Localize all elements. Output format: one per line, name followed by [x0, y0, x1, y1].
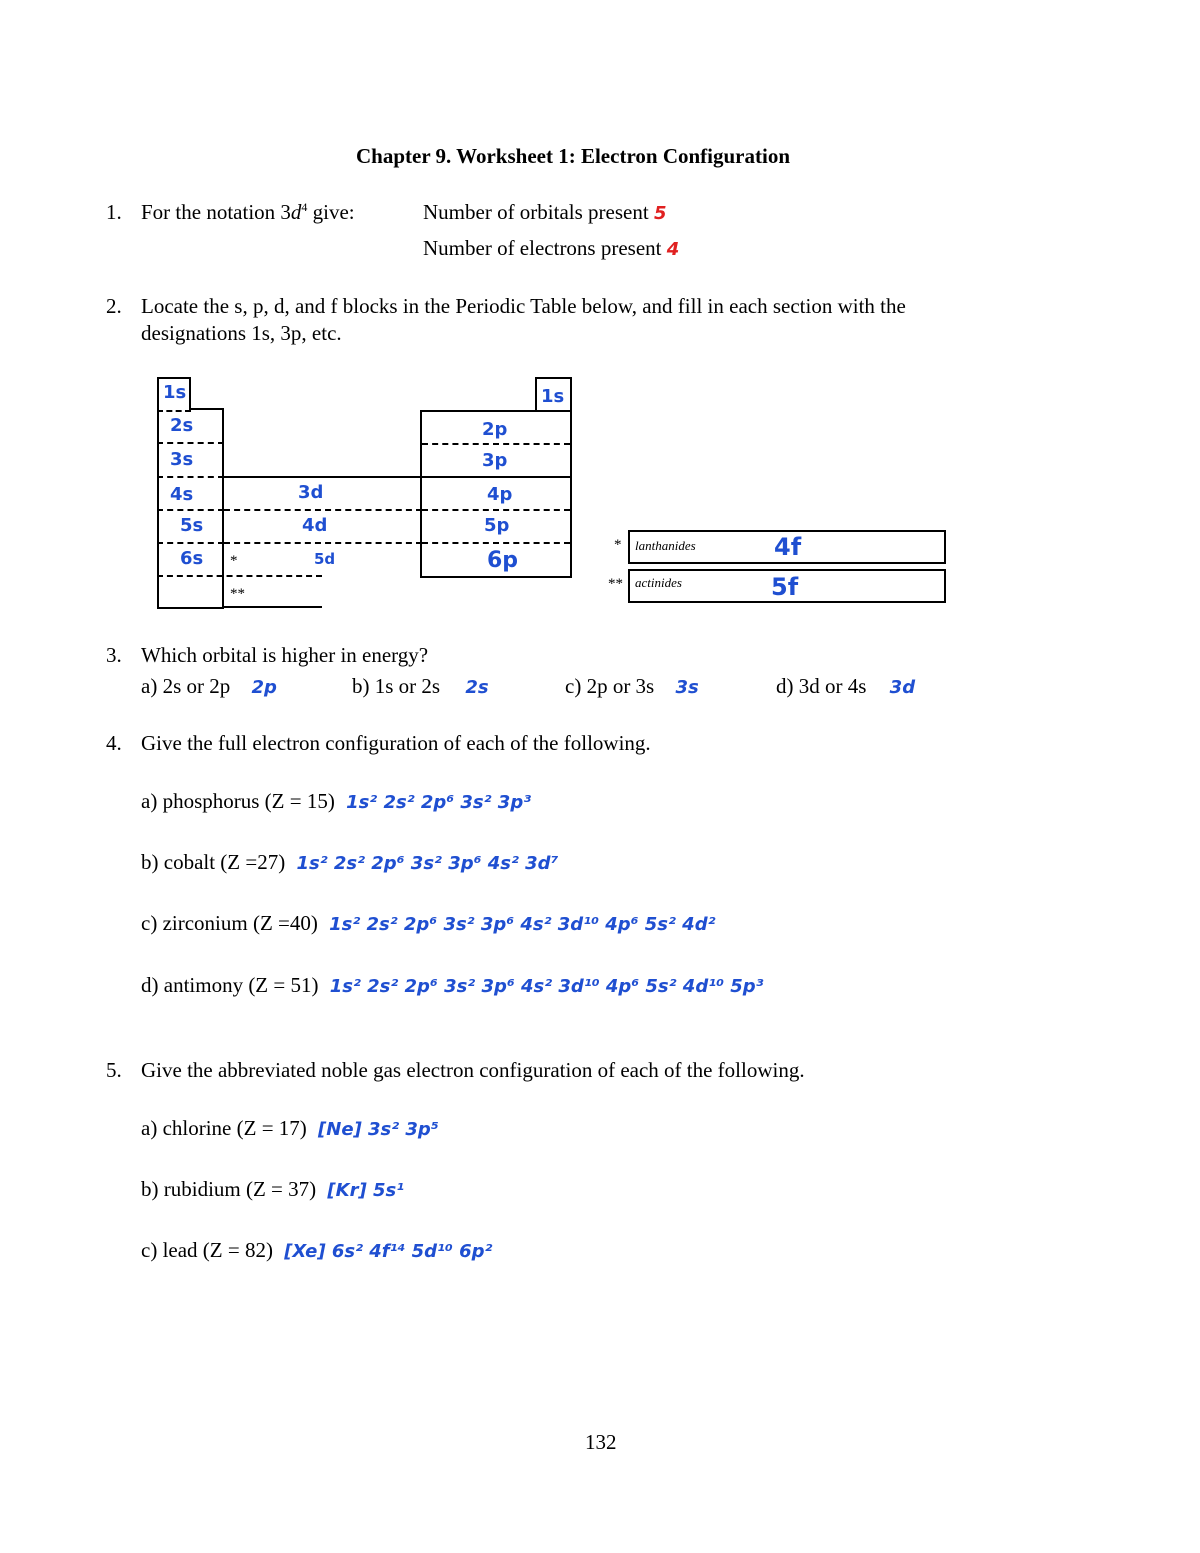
page-number: 132	[585, 1430, 617, 1454]
actinides-label: actinides	[635, 575, 682, 590]
q4-item-c	[141, 911, 715, 936]
q1-electrons-line	[423, 236, 679, 261]
q1-electrons-label: Number of electrons present	[423, 236, 662, 260]
p-divider-solid	[422, 476, 572, 478]
s-cell-4: 4s	[170, 484, 194, 505]
q5-item-b-label: b) rubidium (Z = 37)	[141, 1177, 317, 1201]
q3-item-b	[352, 674, 489, 699]
q2-number: 2.	[106, 294, 122, 318]
s-divider-1	[157, 410, 191, 412]
q5-item-c-answer: [Xe] 6s² 4f¹⁴ 5d¹⁰ 6p²	[284, 1241, 493, 1262]
s-divider-4	[157, 509, 224, 511]
s-cell-3: 3s	[170, 449, 194, 470]
q5-number: 5.	[106, 1058, 122, 1082]
q4-item-a-answer: 1s² 2s² 2p⁶ 3s² 3p³	[346, 792, 532, 813]
q3-item-c-answer: 3s	[675, 677, 699, 698]
d-cell-1: 3d	[298, 482, 324, 503]
page-title: Chapter 9. Worksheet 1: Electron Configuration	[356, 144, 790, 168]
q1-prompt-sup: 4	[301, 200, 308, 214]
q3-prompt: Which orbital is higher in energy?	[141, 643, 429, 667]
q4-item-a	[141, 789, 531, 814]
star-marker-1: *	[230, 553, 238, 569]
actinides-answer: 5f	[771, 573, 799, 601]
q3-item-b-label: b) 1s or 2s	[352, 674, 441, 698]
q4-item-a-label: a) phosphorus (Z = 15)	[141, 789, 335, 813]
p-cell-5: 6p	[487, 548, 519, 573]
p-cell-2: 3p	[482, 450, 508, 471]
s-cell-1: 1s	[163, 382, 187, 403]
q5-item-a-label: a) chlorine (Z = 17)	[141, 1116, 307, 1140]
q5-item-c-label: c) lead (Z = 82)	[141, 1238, 273, 1262]
d-block-top	[222, 476, 422, 478]
star-marker-2: **	[230, 586, 245, 602]
q1-orbitals-answer: 5	[653, 203, 667, 224]
q4-number: 4.	[106, 731, 122, 755]
he-cell: 1s	[541, 386, 565, 407]
q4-item-c-label: c) zirconium (Z =40)	[141, 911, 318, 935]
s-block-top-cover	[191, 377, 224, 410]
d-cell-3: 5d	[314, 550, 336, 568]
lanthanides-marker: *	[614, 537, 622, 553]
s-cell-2: 2s	[170, 415, 194, 436]
q1-number: 1.	[106, 200, 122, 224]
lanthanides-answer: 4f	[774, 533, 802, 561]
q4-item-b-answer: 1s² 2s² 2p⁶ 3s² 3p⁶ 4s² 3d⁷	[296, 853, 559, 874]
lanthanides-label: lanthanides	[635, 538, 696, 553]
p-divider-3	[422, 542, 570, 544]
s-divider-3	[157, 476, 224, 478]
p-cell-4: 5p	[484, 515, 510, 536]
s-divider-5	[157, 542, 224, 544]
q1-prompt	[141, 200, 355, 225]
q5-item-b	[141, 1177, 404, 1202]
q3-item-a-label: a) 2s or 2p	[141, 674, 231, 698]
d-cell-2: 4d	[302, 515, 328, 536]
q4-item-b-label: b) cobalt (Z =27)	[141, 850, 286, 874]
q1-electrons-answer: 4	[666, 239, 680, 260]
d-block-bottom	[222, 606, 322, 608]
s-cell-5: 5s	[180, 515, 204, 536]
q1-prompt-a: For the notation 3	[141, 200, 291, 224]
p-divider-1	[422, 443, 570, 445]
q2-line2: designations 1s, 3p, etc.	[141, 321, 342, 345]
q4-item-d	[141, 973, 764, 998]
q1-prompt-b: give:	[307, 200, 355, 224]
s-divider-2	[157, 442, 224, 444]
actinides-marker: **	[608, 576, 623, 592]
q5-item-b-answer: [Kr] 5s¹	[327, 1180, 405, 1201]
q3-item-d-label: d) 3d or 4s	[776, 674, 867, 698]
q1-prompt-d: d	[290, 200, 302, 224]
s-cell-6: 6s	[180, 548, 204, 569]
q3-item-d-answer: 3d	[889, 677, 916, 698]
q2-line1: Locate the s, p, d, and f blocks in the Periodic Table below, and fill in each section with the	[141, 294, 906, 318]
q4-item-d-label: d) antimony (Z = 51)	[141, 973, 319, 997]
q4-prompt: Give the full electron configuration of each of the following.	[141, 731, 651, 755]
q4-item-b	[141, 850, 558, 875]
q3-item-c-label: c) 2p or 3s	[565, 674, 655, 698]
q4-item-d-answer: 1s² 2s² 2p⁶ 3s² 3p⁶ 4s² 3d¹⁰ 4p⁶ 5s² 4d¹⁰ 5p³	[329, 976, 764, 997]
q5-item-c	[141, 1238, 492, 1263]
s-divider-6	[157, 575, 322, 577]
q5-prompt: Give the abbreviated noble gas electron configuration of each of the following.	[141, 1058, 805, 1082]
q3-item-b-answer: 2s	[465, 677, 489, 698]
q3-number: 3.	[106, 643, 122, 667]
p-cell-1: 2p	[482, 419, 508, 440]
q5-item-a-answer: [Ne] 3s² 3p⁵	[318, 1119, 439, 1140]
q1-orbitals-label: Number of orbitals present	[423, 200, 649, 224]
q5-item-a	[141, 1116, 439, 1141]
d-divider-1	[224, 509, 422, 511]
q3-item-a-answer: 2p	[251, 677, 277, 698]
p-cell-3: 4p	[487, 484, 513, 505]
s-block-h-step	[189, 408, 224, 410]
q4-item-c-answer: 1s² 2s² 2p⁶ 3s² 3p⁶ 4s² 3d¹⁰ 4p⁶ 5s² 4d²	[329, 914, 716, 935]
d-divider-2	[224, 542, 422, 544]
q3-item-c	[565, 674, 699, 699]
q1-orbitals-line	[423, 200, 666, 225]
q3-item-d	[776, 674, 915, 699]
q3-item-a	[141, 674, 277, 699]
p-divider-2	[422, 509, 570, 511]
